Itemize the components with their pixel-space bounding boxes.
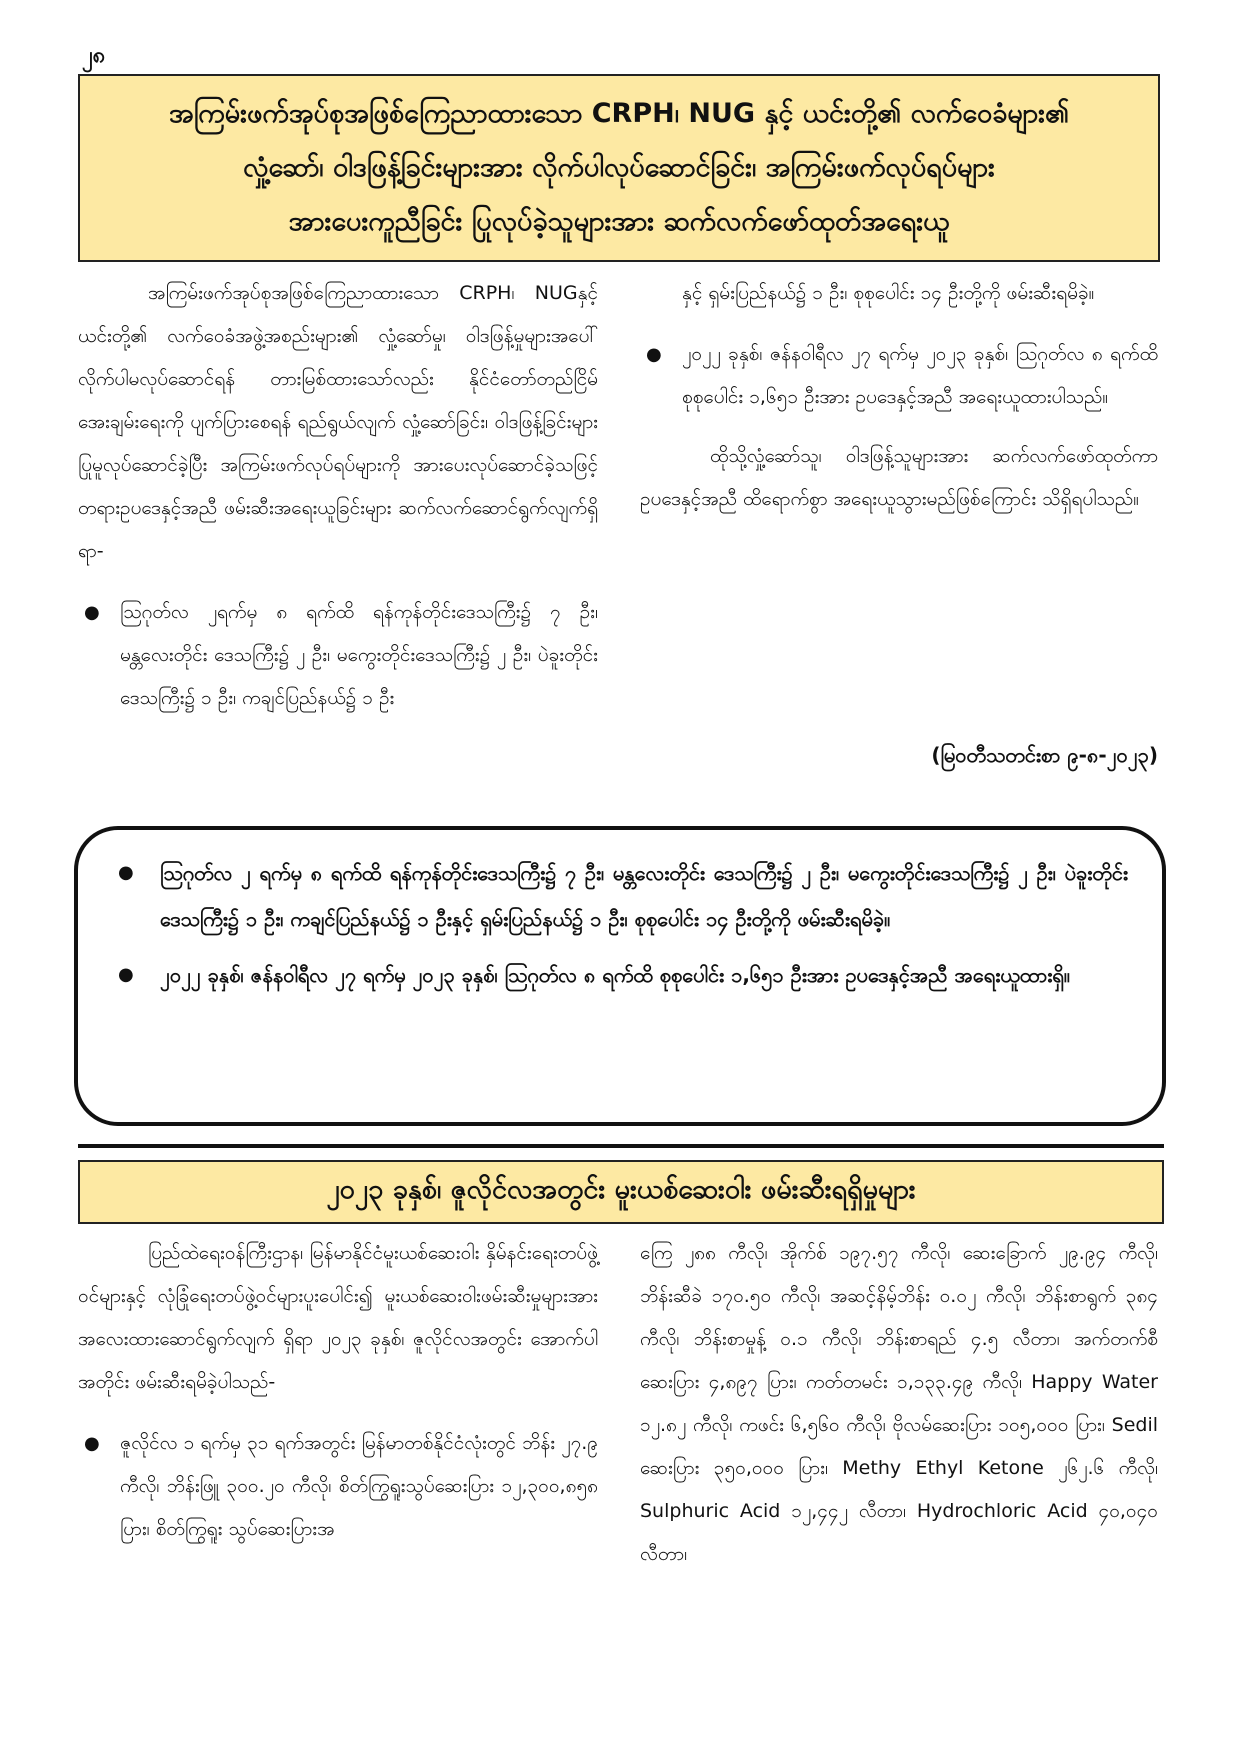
page-number: ၂၈	[82, 43, 106, 68]
bullet-text: ဩဂုတ်လ ၂ရက်မှ ၈ ရက်ထိ ရန်ကုန်တိုင်းဒေသကြီး၌ ၇ ဦး၊ မန္တလေးတိုင်း ဒေသကြီး၌ ၂ ဦး၊ မကွေးတိုင်းဒေသကြီး၌ ၂ ဦး၊ ပဲခူးတိုင်းဒေသကြီး၌ ၁ ဦး၊ ကချင်ပြည်နယ်၌ ၁ ဦး	[120, 601, 598, 709]
bullet-continuation: နှင့် ရှမ်းပြည်နယ်၌ ၁ ဦး၊ စုစုပေါင်း ၁၄ ဦးတို့ကို ဖမ်းဆီးရမိခဲ့။	[682, 282, 1095, 304]
list-item	[112, 952, 1128, 998]
source-citation: (မြဝတီသတင်းစာ ၉-၈-၂၀၂၃)	[931, 743, 1158, 767]
article-bullet-list	[78, 591, 598, 720]
summary-text: ၂၀၂၂ ခုနှစ်၊ ဇန်နဝါရီလ ၂၇ ရက်မှ ၂၀၂၃ ခုနှစ်၊ ဩဂုတ်လ ၈ ရက်ထိ စုစုပေါင်း ၁,၆၅၁ ဦးအား ဥပဒေနှင့်အညီ အရေးယူထားရှိ။	[160, 963, 1070, 987]
list-item	[112, 850, 1128, 942]
summary-box	[74, 826, 1166, 1126]
section-intro-paragraph: ပြည်ထဲရေးဝန်ကြီးဌာန၊ မြန်မာနိုင်ငံမူးယစ်ဆေးဝါး နှိမ်နင်းရေးတပ်ဖွဲ့ဝင်များနှင့် လုံခြုံရေးတပ်ဖွဲ့ဝင်များပူးပေါင်း၍ မူးယစ်ဆေးဝါးဖမ်းဆီးမှုများအား အလေးထားဆောင်ရွက်လျက် ရှိရာ ၂၀၂၃ ခုနှစ်၊ ဇူလိုင်လအတွင်း အောက်ပါအတိုင်း ဖမ်းဆီးရမိခဲ့ပါသည်-	[78, 1242, 598, 1393]
list-item	[78, 1422, 598, 1551]
article-title-line-1: အကြမ်းဖက်အုပ်စုအဖြစ်ကြေညာထားသော CRPH၊ NUG နှင့် ယင်းတို့၏ လက်ဝေခံများ၏	[168, 98, 1070, 129]
section-bullet-list	[78, 1422, 598, 1551]
summary-list	[112, 850, 1128, 998]
section-left-column	[78, 1232, 598, 1567]
section-title-box	[78, 1160, 1164, 1224]
article-title-box	[78, 74, 1160, 262]
section-right-column	[640, 1232, 1158, 1576]
section-title: ၂၀၂၃ ခုနှစ်၊ ဇူလိုင်လအတွင်း မူးယစ်ဆေးဝါး ဖမ်းဆီးရရှိမှုများ	[326, 1174, 916, 1205]
list-item	[640, 333, 1158, 419]
bullet-text: ၂၀၂၂ ခုနှစ်၊ ဇန်နဝါရီလ ၂၇ ရက်မှ ၂၀၂၃ ခုနှစ်၊ ဩဂုတ်လ ၈ ရက်ထိ စုစုပေါင်း ၁,၆၅၁ ဦးအား ဥပဒေနှင့်အညီ အရေးယူထားပါသည်။	[682, 343, 1158, 408]
article-title-line-3: အားပေးကူညီခြင်း ပြုလုပ်ခဲ့သူများအား ဆက်လက်ဖော်ထုတ်အရေးယူ	[288, 206, 950, 237]
bullet-text: ဇူလိုင်လ ၁ ရက်မှ ၃၁ ရက်အတွင်း မြန်မာတစ်နိုင်ငံလုံးတွင် ဘိန်း ၂၇.၉ ကီလို၊ ဘိန်းဖြူ ၃၀၀.၂၀ ကီလို၊ စိတ်ကြွရူးသွပ်ဆေးပြား ၁၂,၃၀၀,၈၅၈ ပြား၊ စိတ်ကြွရူး သွပ်ဆေးပြားအ	[120, 1432, 598, 1540]
list-item	[78, 591, 598, 720]
bullet-continuation: ကြေ ၂၈၈ ကီလို၊ အိုက်စ် ၁၉၇.၅၇ ကီလို၊ ဆေးခြောက် ၂၉.၉၄ ကီလို၊ ဘိန်းဆီခဲ ၁၇၀.၅၀ ကီလို၊ အဆင့်နိမ့်ဘိန်း ၀.၀၂ ကီလို၊ ဘိန်းစာရွက် ၃၈၄ ကီလို၊ ဘိန်းစာမှုန့် ၀.၁ ကီလို၊ ဘိန်းစာရည် ၄.၅ လီတာ၊ အက်တက်စီဆေးပြား ၄,၈၉၇ ပြား၊ ကတ်တမင်း ၁,၁၃၃.၄၉ ကီလို၊ Happy Water ၁၂.၈၂ ကီလို၊ ကဖင်း ၆,၅၆၀ ကီလို၊ ဗိုလမ်ဆေးပြား ၁၀၅,၀၀၀ ပြား၊ Sedil ဆေးပြား ၃၅၀,၀၀၀ ပြား၊ Methy Ethyl Ketone ၂၆၂.၆ ကီလို၊ Sulphuric Acid ၁၂,၄၄၂ လီတာ၊ Hydrochloric Acid ၄၀,၀၄၀ လီတာ၊	[640, 1242, 1158, 1565]
article-intro-paragraph: အကြမ်းဖက်အုပ်စုအဖြစ်ကြေညာထားသော CRPH၊ NUGနှင့် ယင်းတို့၏ လက်ဝေခံအဖွဲ့အစည်းများ၏ လှုံ့ဆော်မှု၊ ဝါဒဖြန့်မှုများအပေါ် လိုက်ပါမလုပ်ဆောင်ရန် တားမြစ်ထားသော်လည်း နိုင်ငံတော်တည်ငြိမ်အေးချမ်းရေးကို ပျက်ပြားစေရန် ရည်ရွယ်လျက် လှုံ့ဆော်ခြင်း၊ ဝါဒဖြန့်ခြင်းများ ပြုမူလုပ်ဆောင်ခဲ့ပြီး အကြမ်းဖက်လုပ်ရပ်များကို အားပေးလုပ်ဆောင်ခဲ့သဖြင့် တရားဥပဒေနှင့်အညီ ဖမ်းဆီးအရေးယူခြင်းများ ဆက်လက်ဆောင်ရွက်လျက်ရှိရာ-	[78, 282, 598, 562]
article-closing-paragraph: ထိုသို့လှုံ့ဆော်သူ၊ ဝါဒဖြန့်သူများအား ဆက်လက်ဖော်ထုတ်ကာ ဥပဒေနှင့်အညီ ထိရောက်စွာ အရေးယူသွားမည်ဖြစ်ကြောင်း သိရှိရပါသည်။	[640, 445, 1158, 510]
section-divider	[78, 1144, 1164, 1148]
article-bullet-list-right	[640, 333, 1158, 419]
summary-text: ဩဂုတ်လ ၂ ရက်မှ ၈ ရက်ထိ ရန်ကုန်တိုင်းဒေသကြီး၌ ၇ ဦး၊ မန္တလေးတိုင်း ဒေသကြီး၌ ၂ ဦး၊ မကွေးတိုင်းဒေသကြီး၌ ၂ ဦး၊ ပဲခူးတိုင်းဒေသကြီး၌ ၁ ဦး၊ ကချင်ပြည်နယ်၌ ၁ ဦးနှင့် ရှမ်းပြည်နယ်၌ ၁ ဦး၊ စုစုပေါင်း ၁၄ ဦးတို့ကို ဖမ်းဆီးရမိခဲ့။	[160, 861, 1128, 931]
article-right-column	[640, 272, 1158, 521]
article-title-line-2: လှုံ့ဆော်၊ ဝါဒဖြန့်ခြင်းများအား လိုက်ပါလုပ်ဆောင်ခြင်း၊ အကြမ်းဖက်လုပ်ရပ်များ	[243, 152, 995, 183]
article-left-column	[78, 272, 598, 736]
